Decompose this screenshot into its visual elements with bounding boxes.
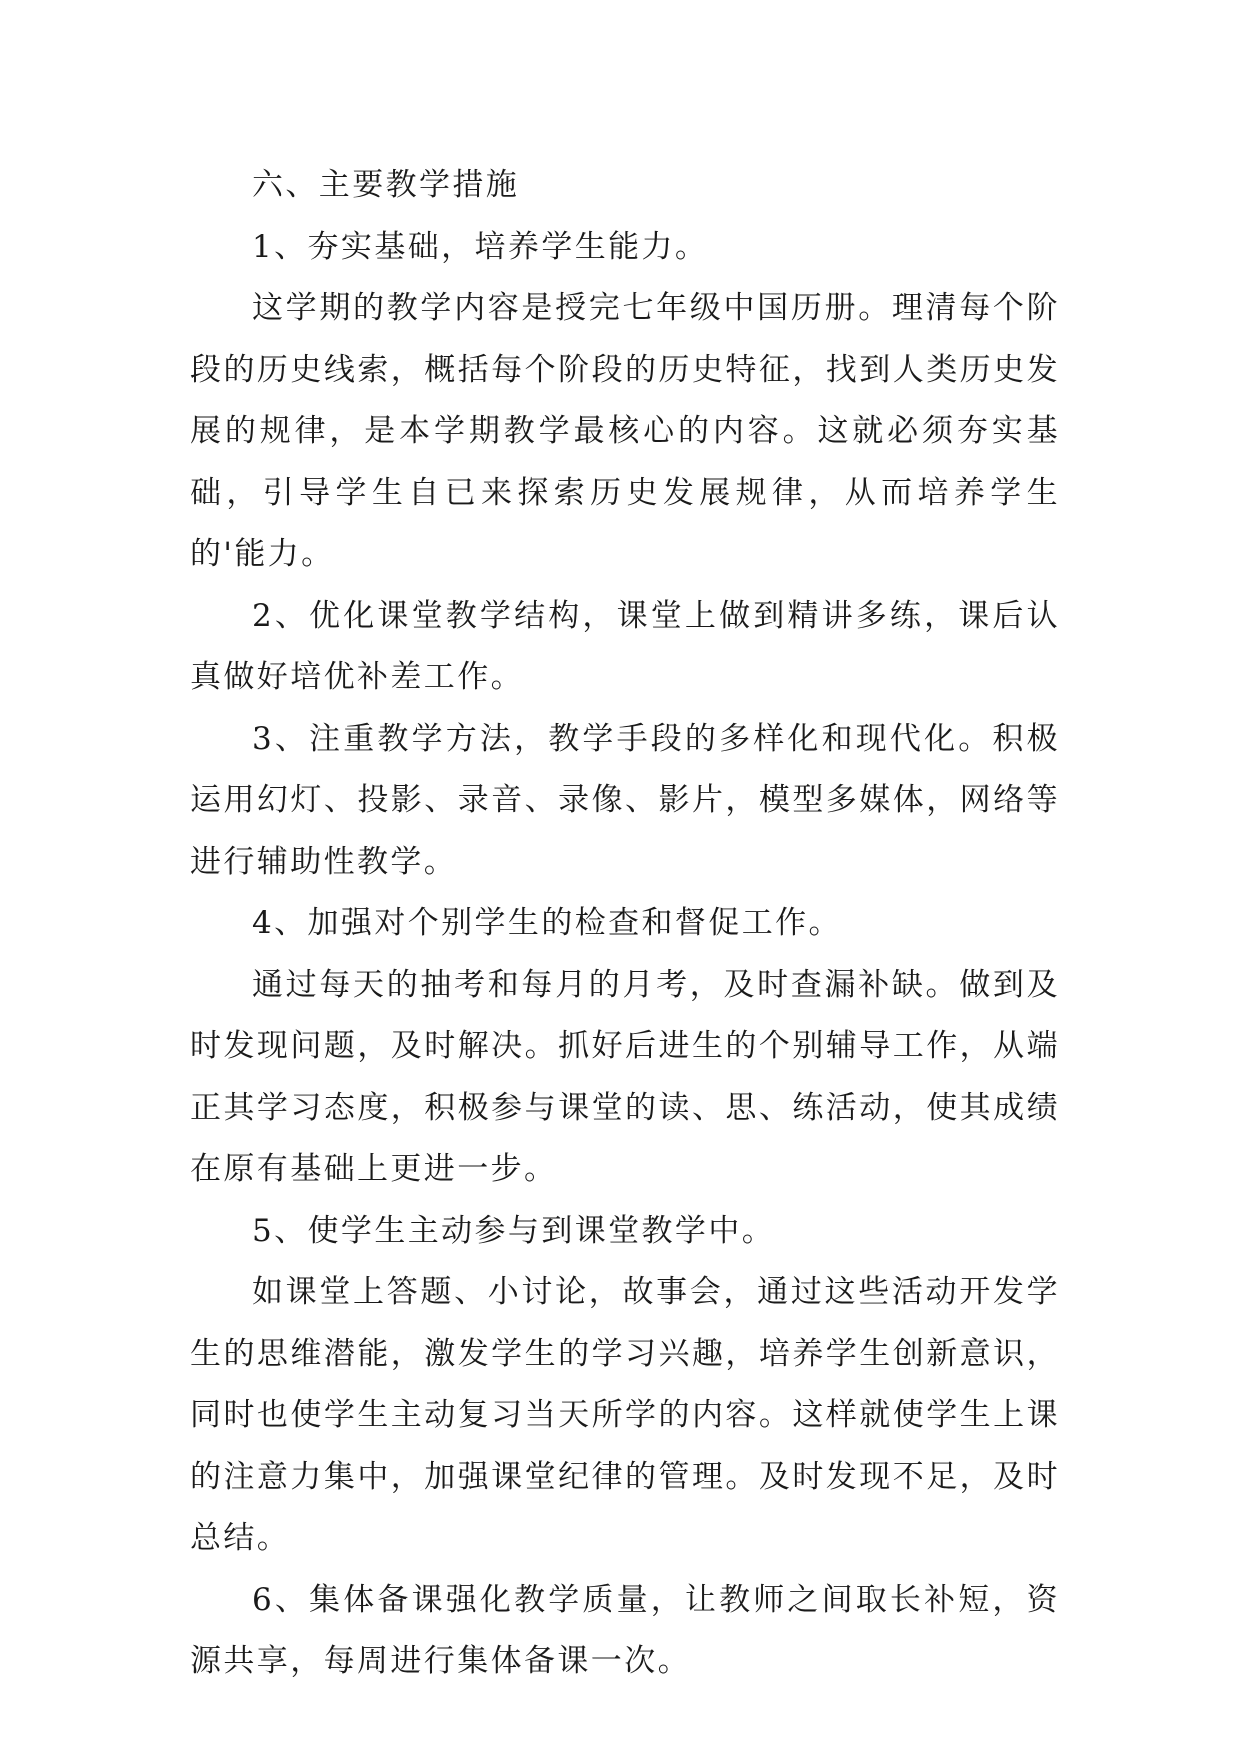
measure-3: 3、注重教学方法，教学手段的多样化和现代化。积极运用幻灯、投影、录音、录像、影片，模型多媒体，网络等进行辅助性教学。 [190,720,1060,880]
measure-5-body: 如课堂上答题、小讨论，故事会，通过这些活动开发学生的思维潜能，激发学生的学习兴趣，培养学生创新意识，同时也使学生主动复习当天所学的内容。这样就使学生上课的注意力集中，加强课堂纪律的管理。及时发现不足，及时总结。 [190,1274,1060,1556]
measure-2: 2、优化课堂教学结构，课堂上做到精讲多练，课后认真做好培优补差工作。 [190,597,1060,695]
document-body [190,155,1060,1693]
measure-4-title: 4、加强对个别学生的检查和督促工作。 [252,905,842,941]
measure-1-body: 这学期的教学内容是授完七年级中国历册。理清每个阶段的历史线索，概括每个阶段的历史特征，找到人类历史发展的规律，是本学期教学最核心的内容。这就必须夯实基础，引导学生自已来探索历史发展规律，从而培养学生的'能力。 [190,290,1060,572]
section-heading: 六、主要教学措施 [252,167,520,203]
measure-1-title: 1、夯实基础，培养学生能力。 [252,228,709,265]
measure-5-title: 5、使学生主动参与到课堂教学中。 [252,1212,776,1249]
measure-6: 6、集体备课强化教学质量，让教师之间取长补短，资源共享，每周进行集体备课一次。 [190,1581,1060,1679]
measure-4-body: 通过每天的抽考和每月的月考，及时查漏补缺。做到及时发现问题，及时解决。抓好后进生的个别辅导工作，从端正其学习态度，积极参与课堂的读、思、练活动，使其成绩在原有基础上更进一步。 [190,966,1060,1187]
